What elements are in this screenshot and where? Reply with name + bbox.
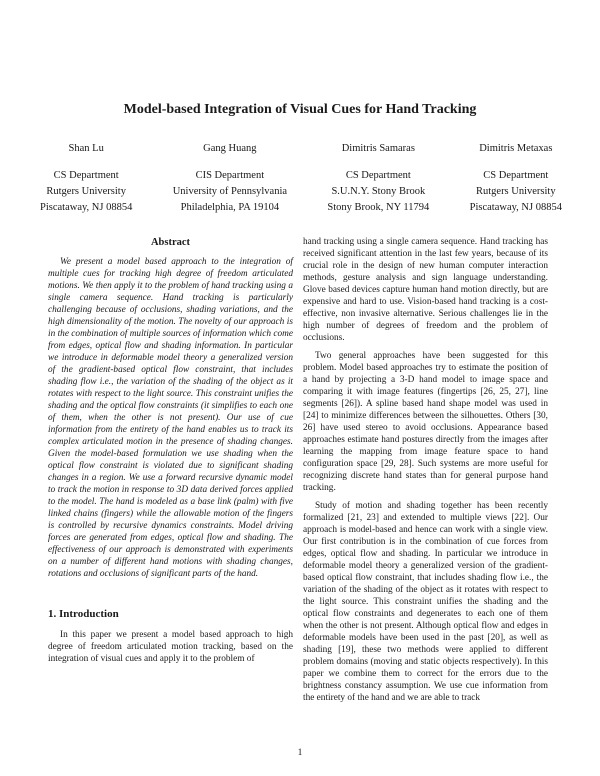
author-name: Dimitris Samaras	[341, 143, 415, 154]
introduction-heading: 1. Introduction	[48, 608, 119, 620]
author-department: CIS Department	[195, 170, 265, 181]
author-institution: Rutgers University	[46, 186, 126, 197]
author-block	[470, 141, 562, 216]
author-address: Stony Brook, NY 11794	[327, 202, 430, 213]
author-address: Piscataway, NJ 08854	[40, 202, 133, 213]
author-name: Shan Lu	[68, 143, 104, 154]
author-department: CS Department	[53, 170, 119, 181]
body-paragraph: Study of motion and shading together has been recently formalized [21, 23] and extended to multiple views [22]. Our approach is model-based and hence can work with a single view. Our first contribution is in the combination of cue forces from edges, optical flow and shading. In particular we introduce in deformable model theory a generalized version of the gradient-based optical flow constraint, that includes shading flow i.e., the variation of the shading of the object as it rotates with respect to the light source. This constraint unifies the shading and the optical flow constraints and degenerates to each one of them when the other is not present. Although optical flow and edges in deformable models have been used in the past [20], as well as shading [19], these two methods were applied to different problem domains (moving and static objects respectively). In this paper we combine them to correct for the errors due to the brightness constancy assumption. We use cue information from the entirety of the hand and we are able to track	[303, 501, 548, 703]
paper-title: Model-based Integration of Visual Cues for Hand Tracking	[123, 102, 477, 117]
body-paragraph: hand tracking using a single camera sequence. Hand tracking has received significant attention in the last few years, because of its crucial role in the design of new human computer interaction methods, gesture analysis and sign language understanding. Glove based devices capture human hand motion directly, but are expensive and hard to use. Vision-based hand tracking is a cost-effective, non invasive alternative. Serious challenges lie in the high number of degrees of freedom and the problem of occlusions.	[303, 237, 548, 343]
author-institution: University of Pennsylvania	[172, 186, 288, 197]
right-column	[303, 236, 548, 710]
author-list	[40, 141, 562, 216]
introduction-paragraph: In this paper we present a model based approach to high degree of freedom articulated motion tracking, based on the integration of visual cues and apply it to the problem of	[48, 630, 293, 664]
author-address: Piscataway, NJ 08854	[469, 202, 562, 213]
abstract-heading: Abstract	[150, 237, 191, 248]
author-institution: Rutgers University	[475, 186, 556, 197]
body-paragraph: Two general approaches have been suggested for this problem. Model based approaches try to estimate the position of a hand by projecting a 3-D hand model to image space and comparing it with image features (fingertips [26, 25, 27], line segments [26]). A spline based hand shape model was used in [24] to minimize differences between the silhouettes. Others [30, 26] have used stereo to avoid occlusions. Appearance based approaches estimate hand postures directly from the images after learning the mapping from image feature space to hand configuration space [29, 28]. Such systems are more useful for recognizing discrete hand states than for general purpose hand tracking.	[303, 351, 548, 493]
left-column	[48, 237, 293, 671]
author-block	[327, 141, 429, 216]
author-department: CS Department	[483, 170, 549, 181]
author-address: Philadelphia, PA 19104	[180, 202, 280, 213]
page-number: 1	[297, 748, 303, 758]
author-block	[40, 141, 132, 216]
abstract-text: We present a model based approach to the integration of multiple cues for tracking high degree of freedom articulated motions. We then apply it to the problem of hand tracking using a single camera sequence. Hand tracking is particularly challenging because of occlusions, shading variations, and the high dimensionality of the motion. The novelty of our approach is in the combination of multiple sources of information which come from edges, optical flow and shading information. In particular we introduce in deformable model theory a generalized version of the gradient-based optical flow constraint, that includes shading flow i.e., the variation of the shading of the object as it rotates with respect to the light source. This constraint unifies the shading and the optical flow constraints (it simplifies to each one of them, when the other is not present). Our use of cue information from the entirety of the hand enables us to track its complex articulated motion in the presence of shading changes. Given the model-based formulation we use shading when the optical flow constraint is violated due to significant shading changes in a region. We use a forward recursive dynamic model to track the motion in response to 3D data derived forces applied to the model. The hand is modeled as a base link (palm) with five linked chains (fingers) while the allowable motion of the fingers is controlled by recursive dynamics constraints. Model driving forces are generated from edges, optical flow and shading. The effectiveness of our approach is demonstrated with experiments on a number of different hand motions with shading changes, rotations and occlusions of significant parts of the hand.	[48, 257, 293, 579]
author-name: Gang Huang	[203, 143, 257, 154]
author-institution: S.U.N.Y. Stony Brook	[331, 186, 426, 197]
author-block	[173, 141, 287, 216]
author-name: Dimitris Metaxas	[479, 143, 553, 154]
author-department: CS Department	[345, 170, 411, 181]
